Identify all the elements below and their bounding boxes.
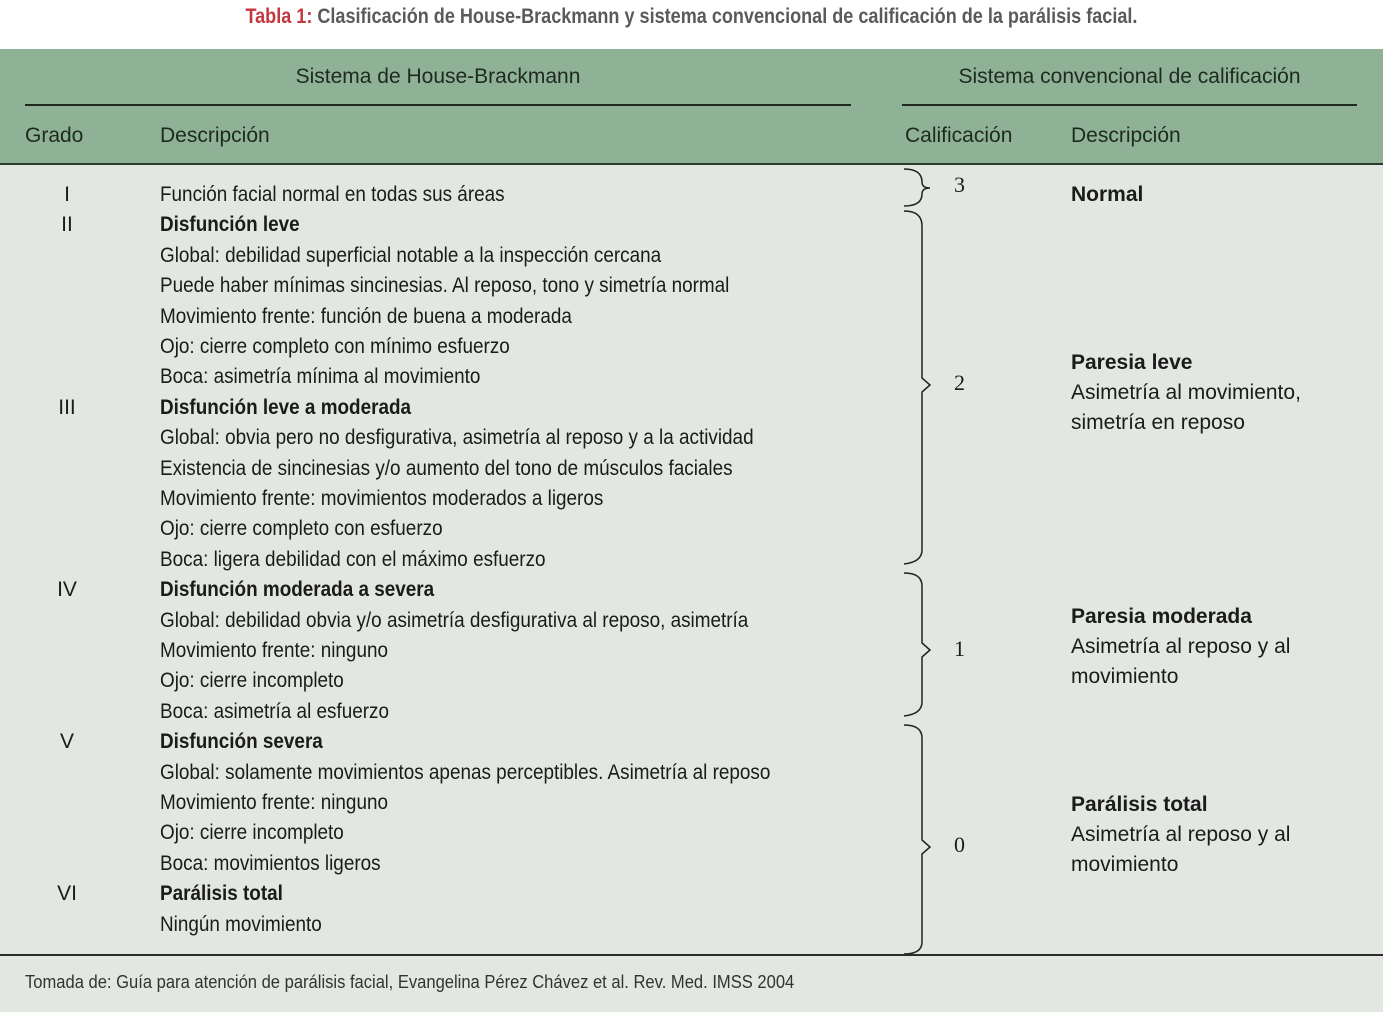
grade-description-line: Función facial normal en todas sus áreas	[160, 183, 505, 206]
score-title: Parálisis total	[1071, 793, 1208, 816]
grade-description-line: Ojo: cierre incompleto	[160, 669, 344, 693]
grade-description-line: Movimiento frente: ninguno	[160, 791, 388, 814]
grade-label: IV	[57, 578, 77, 602]
grade-description-line: Movimiento frente: movimientos moderados a ligeros	[160, 487, 604, 510]
brace-score-1	[904, 573, 930, 716]
conv-system-heading: Sistema convencional de calificación	[958, 65, 1301, 88]
score-description-line: Asimetría al reposo y al	[1071, 823, 1291, 846]
grade-description-line: Movimiento frente: función de buena a moderada	[160, 304, 572, 328]
brace-score-2	[904, 211, 930, 564]
grade-description-line: Existencia de sincinesias y/o aumento del tono de músculos faciales	[160, 456, 733, 480]
grade-description-line: Ojo: cierre completo con mínimo esfuerzo	[160, 335, 510, 358]
grade-label: VI	[57, 882, 77, 906]
col-header-grado: Grado	[25, 124, 84, 147]
grade-description-line: Ojo: cierre incompleto	[160, 821, 344, 845]
score-description-line: simetría en reposo	[1071, 411, 1245, 434]
score-value: 3	[954, 172, 965, 197]
hb-system-heading: Sistema de House-Brackmann	[295, 65, 581, 88]
grade-description-line: Boca: ligera debilidad con el máximo esfuerzo	[160, 547, 546, 571]
col-header-descripcion: Descripción	[160, 124, 270, 147]
grade-description-line: Boca: asimetría mínima al movimiento	[160, 365, 481, 389]
grade-description-line: Global: debilidad superficial notable a la inspección cercana	[160, 243, 662, 267]
score-value: 1	[954, 636, 965, 661]
grade-description-line: Movimiento frente: ninguno	[160, 639, 388, 662]
table-number-label: Tabla 1:	[245, 5, 313, 28]
col-header-descripcion-conv: Descripción	[1071, 124, 1181, 147]
grade-description-line: Boca: movimientos ligeros	[160, 851, 381, 875]
score-title: Paresia moderada	[1071, 605, 1252, 628]
score-description-line: movimiento	[1071, 853, 1179, 876]
score-title: Normal	[1071, 183, 1144, 206]
grade-label: II	[61, 213, 73, 237]
grade-label: III	[58, 395, 76, 419]
grouping-braces	[890, 160, 950, 960]
grade-description-line: Global: debilidad obvia y/o asimetría desfigurativa al reposo, asimetría	[160, 608, 749, 632]
table-title	[97, 5, 1286, 29]
grade-description-line: Global: obvia pero no desfigurativa, asimetría al reposo y a la actividad	[160, 426, 754, 450]
grade-description-line: Ojo: cierre completo con esfuerzo	[160, 517, 443, 541]
grade-title: Parálisis total	[160, 882, 283, 906]
brace-score-3	[904, 169, 930, 206]
hb-heading-rule	[25, 104, 851, 106]
score-value: 0	[954, 832, 965, 857]
grade-title: Disfunción moderada a severa	[160, 578, 435, 602]
grade-label: V	[59, 730, 74, 754]
grade-description-line: Global: solamente movimientos apenas perceptibles. Asimetría al reposo	[160, 760, 771, 784]
table-source-note: Tomada de: Guía para atención de parálisis facial, Evangelina Pérez Chávez et al. Rev. Med. IMSS 2004	[25, 972, 795, 992]
conv-heading-rule	[902, 104, 1357, 106]
grade-label: I	[64, 183, 70, 206]
grade-description-line: Ningún movimiento	[160, 912, 322, 936]
table-caption: Clasificación de House-Brackmann y sistema convencional de calificación de la parálisis facial.	[312, 5, 1138, 28]
grade-description-line: Boca: asimetría al esfuerzo	[160, 699, 390, 723]
grade-title: Disfunción leve a moderada	[160, 395, 412, 419]
col-header-calificacion: Calificación	[905, 124, 1013, 147]
brace-score-0	[904, 725, 930, 954]
score-description-line: Asimetría al movimiento,	[1071, 381, 1301, 404]
score-description-line: Asimetría al reposo y al	[1071, 635, 1291, 658]
grade-description-line: Puede haber mínimas sincinesias. Al reposo, tono y simetría normal	[160, 274, 730, 298]
score-title: Paresia leve	[1071, 351, 1193, 374]
score-description-line: movimiento	[1071, 665, 1179, 688]
grade-title: Disfunción severa	[160, 730, 323, 754]
score-value: 2	[954, 370, 965, 395]
grade-title: Disfunción leve	[160, 213, 300, 237]
table-bottom-rule	[0, 954, 1383, 956]
